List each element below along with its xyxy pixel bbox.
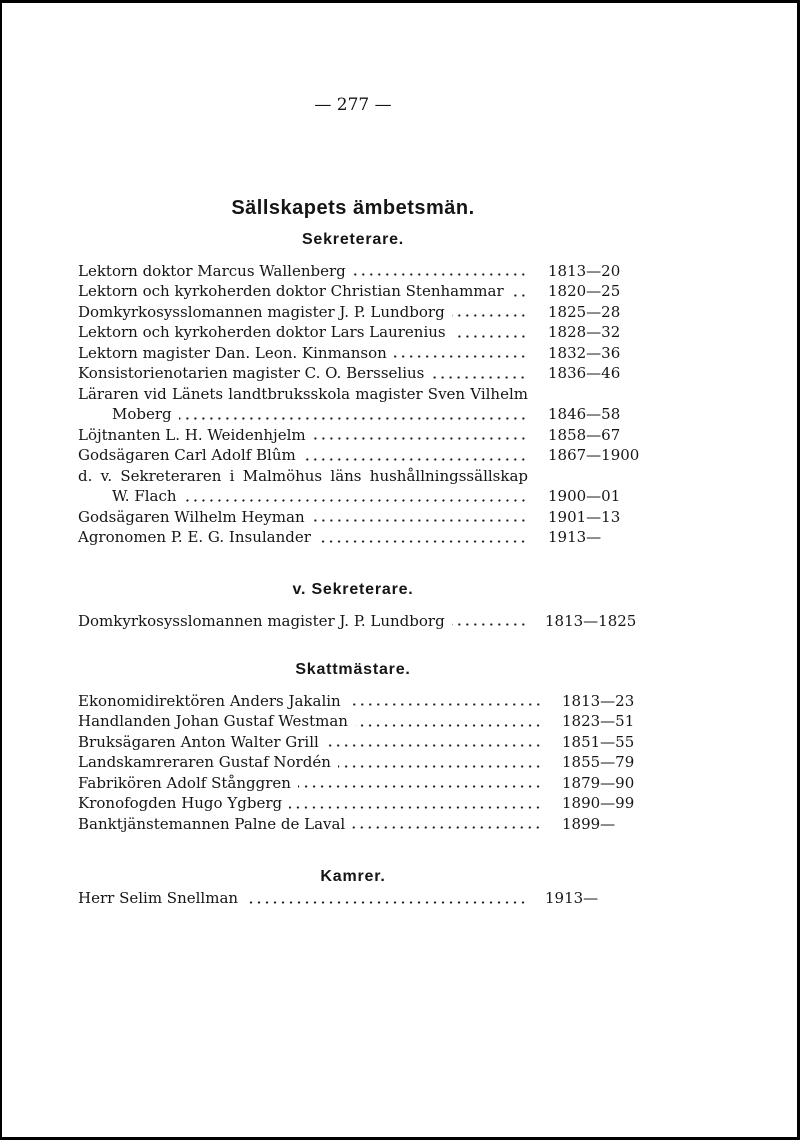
officer-name: Godsägaren Wilhelm Heyman — [78, 507, 305, 526]
officer-name-first-line: d. v. Sekreteraren i Malmöhus läns hushållningssällskap — [78, 466, 528, 485]
entry-row — [78, 814, 628, 835]
term-years: 1899— — [562, 814, 616, 833]
officer-name: Lektorn och kyrkoherden doktor Christian Stenhammar — [78, 282, 504, 301]
officer-name: Ekonomidirektören Anders Jakalin — [78, 691, 341, 710]
entry-row — [78, 773, 635, 794]
entry-name-area — [78, 711, 543, 732]
entry-row — [78, 363, 628, 384]
dot-leader — [511, 281, 528, 302]
term-years: 1901—13 — [548, 507, 621, 526]
entry-row — [78, 711, 635, 732]
term-years: 1836—46 — [548, 364, 621, 383]
dot-leader — [348, 691, 543, 712]
term-years: 1890—99 — [562, 794, 635, 813]
term-years: 1851—55 — [562, 732, 635, 751]
section-sekreterare — [78, 230, 640, 548]
officer-name: Fabrikören Adolf Stånggren — [78, 773, 291, 792]
officer-name: Agronomen P. E. G. Insulander — [78, 528, 311, 547]
term-years: 1846—58 — [548, 405, 621, 424]
entry-name-area — [78, 486, 528, 507]
officer-name: Lektorn magister Dan. Leon. Kinmanson — [78, 343, 387, 362]
entry-name-area — [78, 425, 528, 446]
entry-row — [78, 322, 628, 343]
dot-leader — [326, 732, 543, 753]
term-years: 1832—36 — [548, 343, 621, 362]
dot-leader — [338, 752, 543, 773]
entry-name-area — [78, 752, 543, 773]
entry-name-area — [78, 611, 528, 632]
entry-row — [78, 302, 628, 323]
entry-name-area — [78, 691, 543, 712]
entry-row — [78, 611, 637, 632]
entry-name-area — [78, 445, 528, 466]
dot-leader — [355, 711, 543, 732]
entry-name-area — [78, 793, 543, 814]
officer-name: Landskamreraren Gustaf Nordén — [78, 753, 331, 772]
dot-leader — [303, 445, 528, 466]
term-years: 1828—32 — [548, 323, 621, 342]
dot-leader — [245, 888, 528, 909]
entry-row — [78, 425, 628, 446]
entry-row — [78, 527, 628, 548]
entry-row — [78, 281, 628, 302]
entry-name-area — [78, 363, 528, 384]
section-heading: v. Sekreterare. — [292, 581, 414, 598]
dot-leader — [353, 261, 528, 282]
entry-name-area — [78, 732, 543, 753]
term-years: 1813—20 — [548, 261, 621, 280]
entry-row — [78, 888, 628, 909]
term-years: 1820—25 — [548, 282, 621, 301]
officer-name: Domkyrkosysslomannen magister J. P. Lundborg — [78, 611, 445, 630]
entry-name-area — [78, 888, 528, 909]
entry-name-area — [78, 302, 528, 323]
term-years: 1867—1900 — [548, 446, 640, 465]
term-years: 1913— — [548, 528, 602, 547]
dot-leader — [312, 507, 528, 528]
entry-row — [78, 752, 635, 773]
officer-name: Moberg — [112, 405, 172, 424]
officer-name: Löjtnanten L. H. Weidenhjelm — [78, 425, 306, 444]
entry-row — [78, 404, 628, 425]
officer-name: Handlanden Johan Gustaf Westman — [78, 712, 348, 731]
entry-row — [78, 507, 628, 528]
dot-leader — [289, 793, 543, 814]
entry-row — [78, 343, 628, 364]
term-years: 1900—01 — [548, 487, 621, 506]
term-years: 1823—51 — [562, 712, 635, 731]
dot-leader — [179, 404, 528, 425]
term-years: 1855—79 — [562, 753, 635, 772]
dot-leader — [452, 302, 528, 323]
section-heading: Skattmästare. — [295, 661, 411, 678]
officer-name: Godsägaren Carl Adolf Blûm — [78, 446, 296, 465]
section-heading: Sekreterare. — [301, 231, 405, 248]
entry-name-area — [78, 281, 528, 302]
entry-name-area — [78, 261, 528, 282]
officer-name: Konsistorienotarien magister C. O. Bersselius — [78, 364, 425, 383]
officer-name-first-line: Läraren vid Länets landtbruksskola magister Sven Vilhelm — [78, 384, 528, 403]
entry-two-line — [78, 384, 628, 425]
entry-row — [78, 486, 628, 507]
section-vice-sekreterare — [78, 580, 637, 631]
entry-name-area — [78, 527, 528, 548]
officer-name: Banktjänstemannen Palne de Laval — [78, 814, 346, 833]
dot-leader — [298, 773, 543, 794]
dot-leader — [318, 527, 528, 548]
entry-two-line — [78, 466, 628, 507]
entry-row — [78, 691, 635, 712]
officer-name: Kronofogden Hugo Ygberg — [78, 794, 283, 813]
dot-leader — [313, 425, 528, 446]
entry-row — [78, 793, 635, 814]
section-kamrer — [78, 867, 628, 909]
entry-row — [78, 732, 635, 753]
entry-name-area — [78, 507, 528, 528]
page-title: Sällskapets ämbetsmän. — [231, 197, 475, 219]
officer-name: Herr Selim Snellman — [78, 889, 239, 907]
entry-row — [78, 445, 640, 466]
dot-leader — [394, 343, 528, 364]
entry-row — [78, 261, 628, 282]
entry-name-area — [78, 404, 528, 425]
dot-leader — [452, 611, 528, 632]
term-years: 1825—28 — [548, 302, 621, 321]
entry-name-area — [78, 322, 528, 343]
term-years: 1813—23 — [562, 691, 635, 710]
term-years: 1879—90 — [562, 773, 635, 792]
officer-name: Lektorn och kyrkoherden doktor Lars Laurenius — [78, 323, 446, 342]
dot-leader — [431, 363, 528, 384]
officer-name: W. Flach — [112, 487, 177, 506]
entry-name-area — [78, 773, 543, 794]
officer-name: Domkyrkosysslomannen magister J. P. Lundborg — [78, 302, 445, 321]
term-years: 1913— — [545, 889, 599, 907]
page-content — [78, 0, 640, 1140]
section-skattmastare — [78, 660, 635, 834]
entry-name-area — [78, 343, 528, 364]
dot-leader — [352, 814, 543, 835]
section-heading: Kamrer. — [320, 868, 386, 885]
page-number: — 277 — — [314, 95, 392, 115]
term-years: 1858—67 — [548, 425, 621, 444]
dot-leader — [453, 322, 528, 343]
entry-name-area — [78, 814, 543, 835]
officer-name: Bruksägaren Anton Walter Grill — [78, 732, 319, 751]
dot-leader — [184, 486, 528, 507]
officer-name: Lektorn doktor Marcus Wallenberg — [78, 261, 346, 280]
term-years: 1813—1825 — [545, 611, 637, 630]
